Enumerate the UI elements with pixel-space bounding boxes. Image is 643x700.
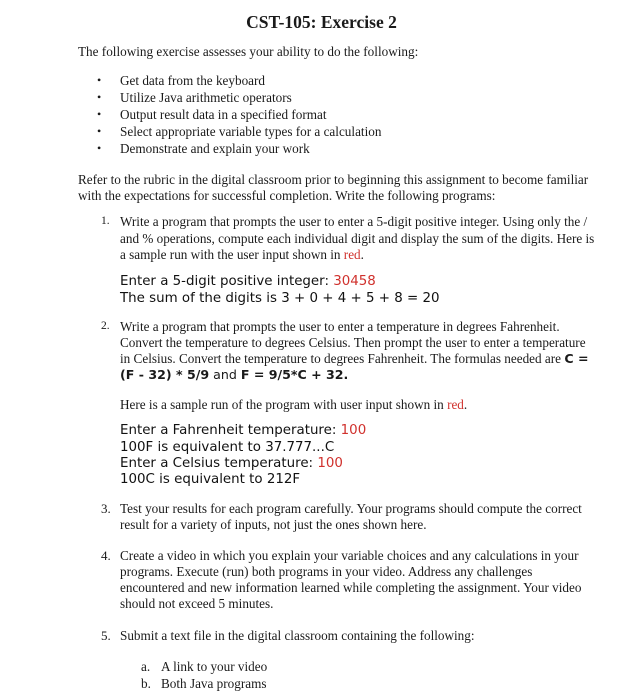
bullet-icon: • xyxy=(97,73,102,87)
bullet-item: Demonstrate and explain your work xyxy=(120,141,310,156)
sub-item-marker: a. xyxy=(141,659,151,674)
bullet-item: Utilize Java arithmetic operators xyxy=(120,90,292,105)
sample-run-line: Enter a Celsius temperature: 100 xyxy=(120,456,343,471)
sample-run-line: Enter a Fahrenheit temperature: 100 xyxy=(120,423,367,438)
formula: (F - 32) * 5/9 xyxy=(120,367,210,382)
refer-line: with the expectations for successful completion. Write the following programs: xyxy=(78,188,496,203)
refer-line: Refer to the rubric in the digital classroom prior to beginning this assignment to become familiar xyxy=(78,172,589,187)
user-input: 100 xyxy=(317,456,343,471)
bullet-item: Output result data in a specified format xyxy=(120,107,327,122)
item-line: result for a variety of inputs, not just the ones shown here. xyxy=(120,517,427,532)
item-line: encountered and new information learned while completing the assignment. Your video xyxy=(120,580,582,595)
item-line: and % operations, compute each individual digit and display the sum of the digits. Here is xyxy=(120,231,595,246)
sample-run-line: 100C is equivalent to 212F xyxy=(120,472,301,487)
page-title: CST-105: Exercise 2 xyxy=(246,12,397,32)
bullet-item: Get data from the keyboard xyxy=(120,73,266,88)
bullet-item: Select appropriate variable types for a calculation xyxy=(120,124,382,139)
item-line: programs. Execute (run) both programs in your video. Address any challenges xyxy=(120,564,533,579)
sub-item: Both Java programs xyxy=(161,676,267,691)
item-number: 5. xyxy=(101,628,111,643)
item-line: a sample run with the user input shown in red. xyxy=(120,247,364,262)
intro-text: The following exercise assesses your ability to do the following: xyxy=(78,44,419,59)
item-line: Submit a text file in the digital classroom containing the following: xyxy=(120,628,475,643)
sample-run-line: The sum of the digits is 3 + 0 + 4 + 5 + 8 = 20 xyxy=(120,291,440,306)
item-line: in Celsius. Convert the temperature to degrees Fahrenheit. The formulas needed are C = xyxy=(120,351,589,366)
item-line: should not exceed 5 minutes. xyxy=(120,596,274,611)
item-line: (F - 32) * 5/9 and F = 9/5*C + 32. xyxy=(120,367,349,382)
bullet-icon: • xyxy=(97,141,102,155)
sample-intro: Here is a sample run of the program with user input shown in red. xyxy=(120,397,468,412)
sample-run-line: 100F is equivalent to 37.777...C xyxy=(120,440,335,455)
item-line: Write a program that prompts the user to enter a 5-digit positive integer. Using only the / xyxy=(120,214,588,229)
item-line: Write a program that prompts the user to enter a temperature in degrees Fahrenheit. xyxy=(120,319,560,334)
item-line: Test your results for each program carefully. Your programs should compute the correct xyxy=(120,501,582,516)
user-input: 100 xyxy=(340,423,367,438)
item-number: 1. xyxy=(101,215,110,227)
bullet-icon: • xyxy=(97,107,102,121)
user-input: 30458 xyxy=(333,274,376,289)
formula: C = xyxy=(564,351,589,366)
formula: F = 9/5*C + 32. xyxy=(240,367,349,382)
item-line: Convert the temperature to degrees Celsius. Then prompt the user to enter a temperature xyxy=(120,335,586,350)
sub-item-marker: b. xyxy=(141,676,151,691)
sub-item: A link to your video xyxy=(161,659,268,674)
item-number: 4. xyxy=(101,548,111,563)
item-number: 3. xyxy=(101,501,111,516)
sample-run-line: Enter a 5-digit positive integer: 30458 xyxy=(120,274,376,289)
bullet-icon: • xyxy=(97,90,102,104)
item-number: 2. xyxy=(101,320,110,332)
bullet-icon: • xyxy=(97,124,102,138)
item-line: Create a video in which you explain your variable choices and any calculations in your xyxy=(120,548,579,563)
